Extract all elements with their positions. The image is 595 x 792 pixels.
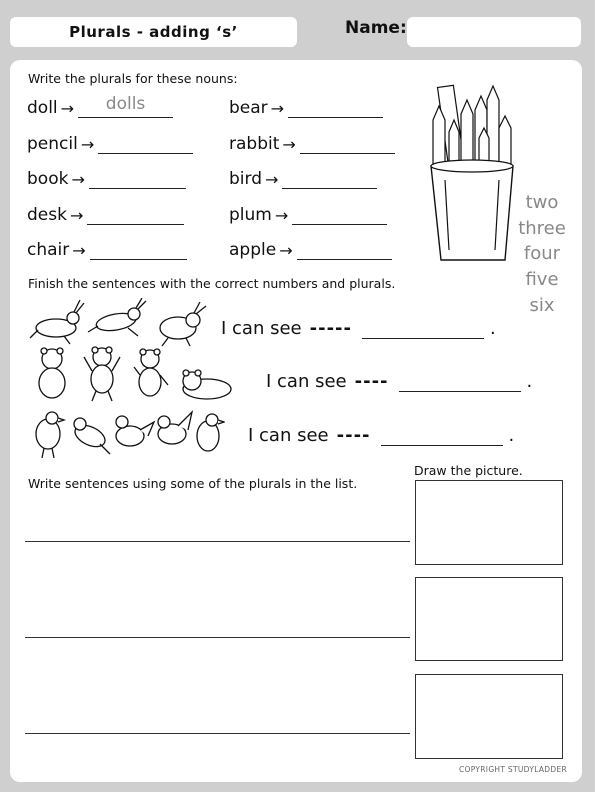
- sentence-end: .: [489, 318, 496, 339]
- arrow-icon: →: [72, 241, 86, 260]
- number-word-1: two: [525, 192, 559, 213]
- plural-answer-line[interactable]: [297, 240, 392, 260]
- section1-instruction: Write the plurals for these nouns:: [28, 71, 238, 86]
- noun-word: rabbit: [229, 134, 280, 154]
- sentence-end: .: [526, 371, 533, 392]
- plural-answer-line[interactable]: [98, 134, 193, 154]
- plural-answer-line[interactable]: [90, 240, 187, 260]
- plural-answer-line[interactable]: [288, 98, 383, 118]
- arrow-icon: →: [279, 241, 293, 260]
- noun-row-2: [229, 134, 395, 154]
- arrow-icon: →: [71, 170, 85, 189]
- name-label: Name:: [345, 18, 407, 38]
- number-word-4: five: [525, 269, 559, 290]
- noun-word: pencil: [27, 134, 78, 154]
- draw-instruction: Draw the picture.: [414, 463, 523, 478]
- noun-row-1: [229, 98, 383, 118]
- pencil-cup-illustration: [425, 80, 520, 270]
- section3-instruction: Write sentences using some of the plurals in the list.: [28, 476, 358, 491]
- section2-instruction: Finish the sentences with the correct numbers and plurals.: [28, 276, 396, 291]
- arrow-icon: →: [282, 135, 296, 154]
- sentence-row-3: [248, 425, 514, 446]
- arrow-icon: →: [69, 206, 84, 225]
- drawing-box-1[interactable]: [415, 480, 563, 565]
- sentence-row-2: [266, 371, 532, 392]
- number-word-2: three: [518, 218, 566, 239]
- noun-word: chair: [27, 240, 70, 260]
- plural-blank[interactable]: [381, 428, 503, 446]
- noun-word: book: [27, 169, 69, 189]
- name-field[interactable]: [407, 17, 581, 47]
- arrow-icon: →: [80, 135, 95, 154]
- arrow-icon: →: [60, 99, 75, 118]
- sentence-start: I can see: [266, 371, 347, 392]
- plural-answer-line[interactable]: [292, 205, 387, 225]
- plural-answer-line[interactable]: [300, 134, 395, 154]
- plural-blank[interactable]: [399, 374, 521, 392]
- plural-answer-line[interactable]: [282, 169, 377, 189]
- noun-row-4: [27, 205, 184, 225]
- writing-line-1[interactable]: [25, 541, 410, 542]
- worksheet-title: Plurals - adding ‘s’: [10, 17, 297, 47]
- sentence-row-1: [221, 318, 496, 339]
- bears-picture: [32, 345, 237, 403]
- noun-row-2: [27, 134, 193, 154]
- rabbits-picture: [28, 298, 218, 348]
- drawing-box-3[interactable]: [415, 674, 563, 759]
- noun-row-1: [27, 94, 173, 118]
- plural-answer-line[interactable]: [89, 169, 186, 189]
- copyright-notice: COPYRIGHT STUDYLADDER: [459, 765, 567, 774]
- arrow-icon: →: [265, 170, 279, 189]
- noun-row-3: [229, 169, 377, 189]
- drawing-box-2[interactable]: [415, 577, 563, 661]
- noun-row-5: [229, 240, 392, 260]
- plural-answer-line[interactable]: [78, 94, 173, 118]
- noun-word: bird: [229, 169, 262, 189]
- noun-word: bear: [229, 98, 268, 118]
- arrow-icon: →: [274, 206, 289, 225]
- birds-picture: [30, 408, 225, 460]
- number-word-3: four: [523, 243, 561, 264]
- sentence-start: I can see: [221, 318, 302, 339]
- arrow-icon: →: [270, 99, 285, 118]
- writing-line-2[interactable]: [25, 637, 410, 638]
- number-blank[interactable]: ----: [354, 371, 389, 392]
- noun-row-5: [27, 240, 187, 260]
- noun-word: plum: [229, 205, 272, 225]
- noun-row-4: [229, 205, 387, 225]
- plural-answer: dolls: [105, 94, 146, 114]
- writing-line-3[interactable]: [25, 733, 410, 734]
- noun-word: doll: [27, 98, 58, 118]
- noun-word: desk: [27, 205, 67, 225]
- number-word-5: six: [529, 295, 555, 316]
- number-blank[interactable]: ----: [336, 425, 371, 446]
- noun-row-3: [27, 169, 186, 189]
- sentence-start: I can see: [248, 425, 329, 446]
- number-blank[interactable]: -----: [309, 318, 352, 339]
- plural-blank[interactable]: [362, 321, 484, 339]
- noun-word: apple: [229, 240, 277, 260]
- plural-answer-line[interactable]: [87, 205, 184, 225]
- sentence-end: .: [508, 425, 515, 446]
